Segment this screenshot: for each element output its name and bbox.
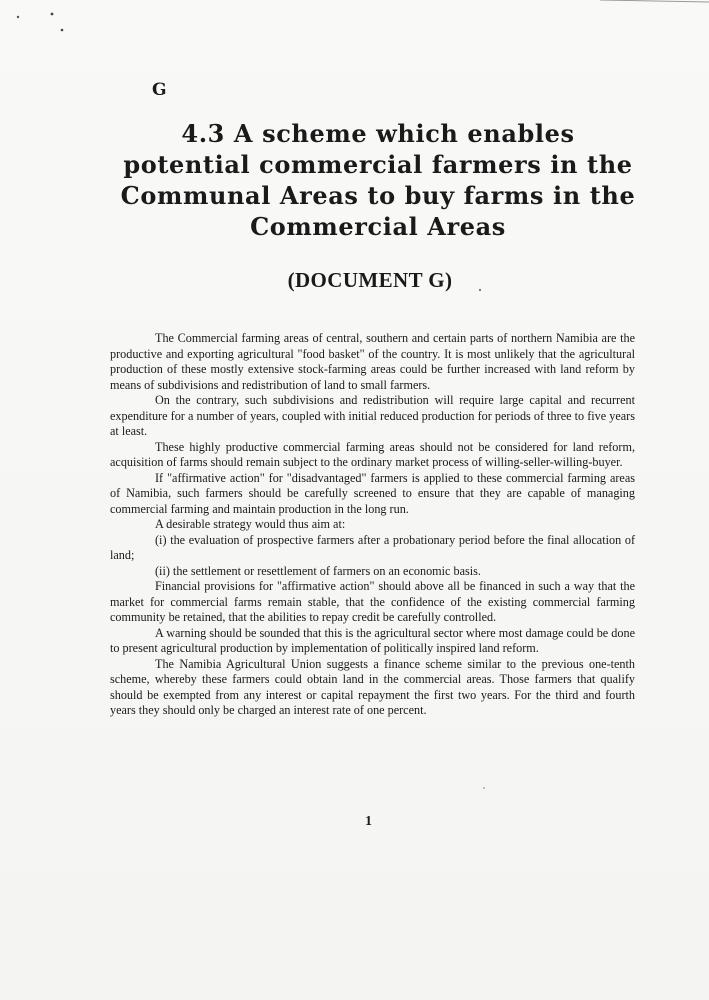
paragraph: On the contrary, such subdivisions and redistribution will require large capital and recurrent expenditure for a number of years, coupled with initial reduced production for periods of three to five years at least. bbox=[110, 393, 635, 438]
paragraph: These highly productive commercial farming areas should not be considered for land reform, acquisition of farms should remain subject to the ordinary market process of willing-seller-willing-buyer. bbox=[110, 439, 635, 469]
body-text bbox=[110, 331, 635, 719]
document-title bbox=[98, 118, 658, 242]
list-item: (i) the evaluation of prospective farmers after a probationary period before the final allocation of land; bbox=[110, 532, 635, 562]
title-line: Communal Areas to buy farms in the bbox=[120, 181, 636, 210]
paragraph: If "affirmative action" for "disadvantaged" farmers is applied to these commercial farming areas of Namibia, such farmers should be carefully screened to ensure that they are capable of managing commercial farming and maintain production in the long run. bbox=[110, 470, 635, 516]
paragraph: Financial provisions for "affirmative action" should above all be financed in such a way that the market for commercial farms remain stable, that the confidence of the existing commercial farming community be retained, that the abilities to repay credit be carefully controlled. bbox=[110, 579, 635, 624]
paragraph: The Commercial farming areas of central, southern and certain parts of northern Namibia are the productive and exporting agricultural "food basket" of the country. It is most unlikely that the agricultural production of these mostly extensive stock-farming areas could be further increased with land reform by means of subdivisions and redistribution of land to small farmers. bbox=[110, 331, 635, 392]
title-line: potential commercial farmers in the bbox=[123, 150, 633, 179]
document-label: (DOCUMENT G) bbox=[287, 268, 453, 292]
paragraph: The Namibia Agricultural Union suggests a finance scheme similar to the previous one-tenth scheme, whereby these farmers could obtain land in the commercial areas. Those farmers that qualify should be exempted from any interest or capital repayment the first two years. For the third and fourth years they should only be charged an interest rate of one percent. bbox=[110, 656, 635, 717]
paragraph: A warning should be sounded that this is the agricultural sector where most damage could be done to present agricultural production by implementation of politically inspired land reform. bbox=[110, 625, 635, 655]
list-item: (ii) the settlement or resettlement of farmers on an economic basis. bbox=[155, 563, 481, 578]
title-line: 4.3 A scheme which enables bbox=[181, 119, 575, 148]
paragraph: A desirable strategy would thus aim at: bbox=[155, 517, 346, 531]
section-letter: G bbox=[152, 80, 167, 100]
page-number: 1 bbox=[365, 814, 372, 829]
title-line: Commercial Areas bbox=[250, 212, 506, 241]
